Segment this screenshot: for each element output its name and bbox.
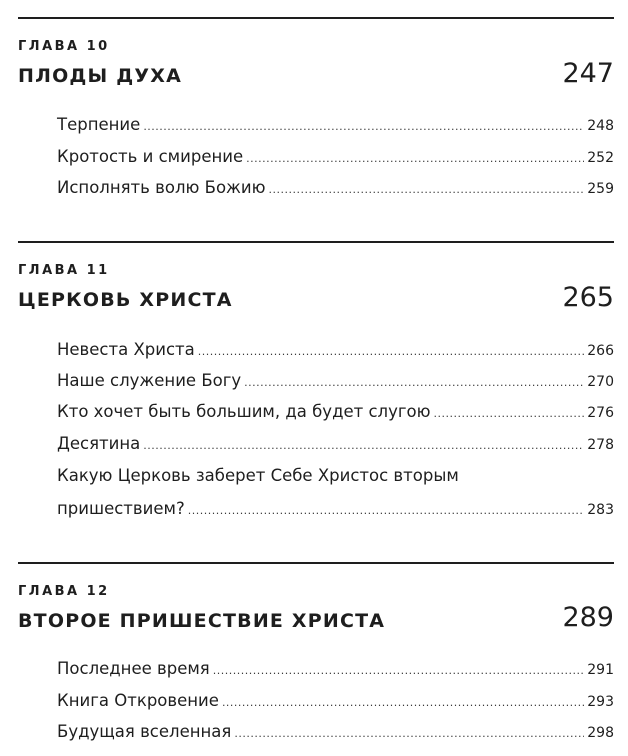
toc-entry[interactable] [57, 497, 614, 521]
toc-entry[interactable] [57, 338, 614, 362]
dot-leader [244, 371, 584, 395]
toc-entry-title: Исполнять волю Божию [57, 178, 266, 197]
toc-entry[interactable] [57, 720, 614, 744]
chapter-label: ГЛАВА 11 [18, 263, 110, 278]
toc-entry[interactable] [57, 145, 614, 169]
chapter-divider [18, 241, 614, 243]
toc-entry-title: Десятина [57, 434, 141, 453]
chapter-label: ГЛАВА 10 [18, 39, 110, 54]
dot-leader [234, 722, 584, 746]
dot-leader [198, 340, 584, 364]
toc-entry-page: 291 [587, 662, 614, 678]
chapter-title: ЦЕРКОВЬ ХРИСТА [18, 289, 233, 311]
dot-leader [269, 178, 585, 202]
toc-entry-title: Невеста Христа [57, 340, 195, 359]
chapter-divider [18, 17, 614, 19]
toc-entry-title-line2: пришествием? [57, 499, 185, 518]
toc-entry-page: 248 [587, 118, 614, 134]
toc-entry-title: Наше служение Богу [57, 371, 242, 390]
toc-entry-page: 278 [587, 437, 614, 453]
chapter-title: ПЛОДЫ ДУХА [18, 65, 182, 87]
toc-entry-title-line1[interactable]: Какую Церковь заберет Себе Христос вторым [57, 466, 459, 485]
toc-entry-title: Кто хочет быть большим, да будет слугою [57, 402, 431, 421]
chapter-page-number: 265 [562, 282, 614, 313]
toc-entry-page: 293 [587, 694, 614, 710]
toc-entry-page: 266 [587, 343, 614, 359]
dot-leader [143, 434, 584, 458]
toc-entry-page: 259 [587, 181, 614, 197]
dot-leader [213, 659, 585, 683]
dot-leader [188, 499, 585, 523]
toc-entry-title: Кротость и смирение [57, 147, 244, 166]
toc-entry-title: Будущая вселенная [57, 722, 232, 741]
toc-entry[interactable] [57, 400, 614, 424]
toc-entry-title: Книга Откровение [57, 691, 219, 710]
toc-entry[interactable] [57, 369, 614, 393]
dot-leader [246, 147, 584, 171]
toc-entry-title: Последнее время [57, 659, 210, 678]
toc-entry[interactable] [57, 432, 614, 456]
toc-entry-page: 298 [587, 725, 614, 741]
toc-entry-page: 252 [587, 150, 614, 166]
chapter-page-number: 289 [562, 602, 614, 633]
dot-leader [434, 402, 585, 426]
chapter-label: ГЛАВА 12 [18, 584, 110, 599]
toc-entry[interactable] [57, 689, 614, 713]
toc-entry[interactable] [57, 113, 614, 137]
toc-entry-title: Терпение [57, 115, 141, 134]
chapter-page-number: 247 [562, 58, 614, 89]
toc-entry-page: 270 [587, 374, 614, 390]
toc-entry[interactable] [57, 176, 614, 200]
toc-entry-page: 283 [587, 502, 614, 518]
dot-leader [222, 691, 584, 715]
toc-entry[interactable] [57, 657, 614, 681]
chapter-title: ВТОРОЕ ПРИШЕСТВИЕ ХРИСТА [18, 610, 386, 632]
chapter-divider [18, 562, 614, 564]
dot-leader [143, 115, 584, 139]
toc-entry-page: 276 [587, 405, 614, 421]
